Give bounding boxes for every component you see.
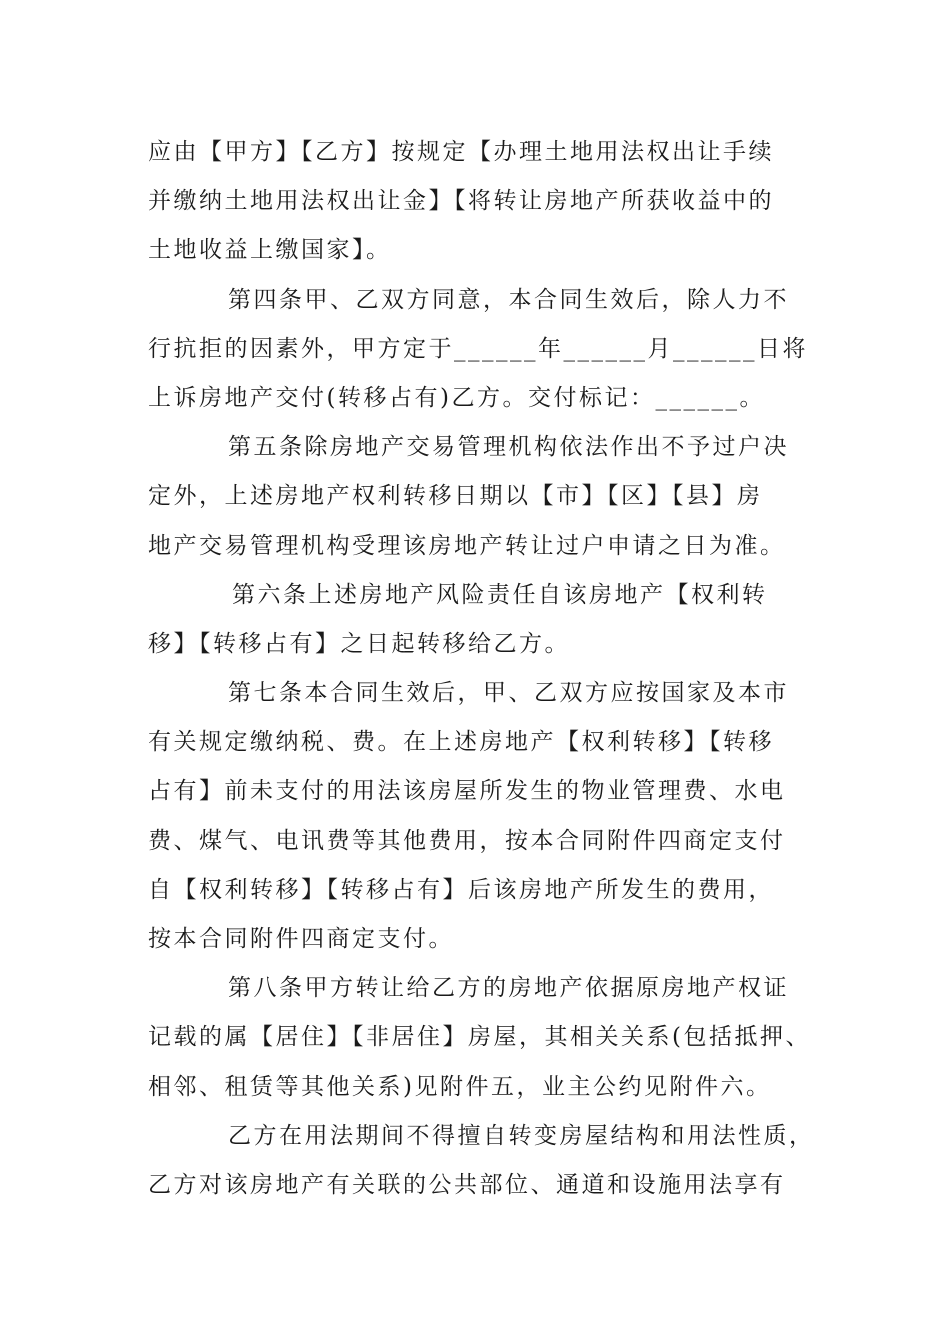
text-line: 移】【转移占有】之日起转移给乙方。 <box>148 630 570 657</box>
text-line: 按本合同附件四商定支付。 <box>148 926 454 952</box>
text-line: 相邻、租赁等其他关系)见附件五，业主公约见附件六。 <box>148 1073 772 1100</box>
text-line: 上诉房地产交付(转移占有)乙方。交付标记：______。 <box>148 384 765 411</box>
text-line: 乙方对该房地产有关联的公共部位、通道和设施用法享有 <box>148 1171 786 1198</box>
text-line: 并缴纳土地用法权出让金】【将转让房地产所获收益中的 <box>148 188 774 215</box>
text-line: 应由【甲方】【乙方】按规定【办理土地用法权出让手续 <box>148 139 774 165</box>
contract-text <box>148 128 815 1210</box>
text-line: 土地收益上缴国家】。 <box>148 237 392 264</box>
text-line: 行抗拒的因素外，甲方定于______年______月______日将 <box>148 335 808 362</box>
article-8-start: 第八条甲方转让给乙方的房地产依据原房地产权证 <box>228 975 789 1002</box>
text-line: 自【权利转移】【转移占有】后该房地产所发生的费用， <box>148 876 774 903</box>
paragraph-start: 乙方在用法期间不得擅自转变房屋结构和用法性质， <box>228 1122 815 1149</box>
text-line: 记载的属【居住】【非居住】房屋，其相关关系(包括抵押、 <box>148 1024 811 1051</box>
article-5-start: 第五条除房地产交易管理机构依法作出不予过户决 <box>228 434 789 461</box>
text-line: 占有】前未支付的用法该房屋所发生的物业管理费、水电 <box>148 778 786 805</box>
text-line: 费、煤气、电讯费等其他费用，按本合同附件四商定支付 <box>148 827 786 854</box>
article-4-start: 第四条甲、乙双方同意，本合同生效后，除人力不 <box>228 286 789 313</box>
text-line: 地产交易管理机构受理该房地产转让过户申请之日为准。 <box>148 532 786 559</box>
text-line: 有关规定缴纳税、费。在上述房地产【权利转移】【转移 <box>148 729 774 756</box>
article-7-start: 第七条本合同生效后，甲、乙双方应按国家及本市 <box>228 680 789 707</box>
article-6-start: 第六条上述房地产风险责任自该房地产【权利转 <box>232 581 768 608</box>
text-line: 定外，上述房地产权利转移日期以【市】【区】【县】房 <box>148 483 763 510</box>
